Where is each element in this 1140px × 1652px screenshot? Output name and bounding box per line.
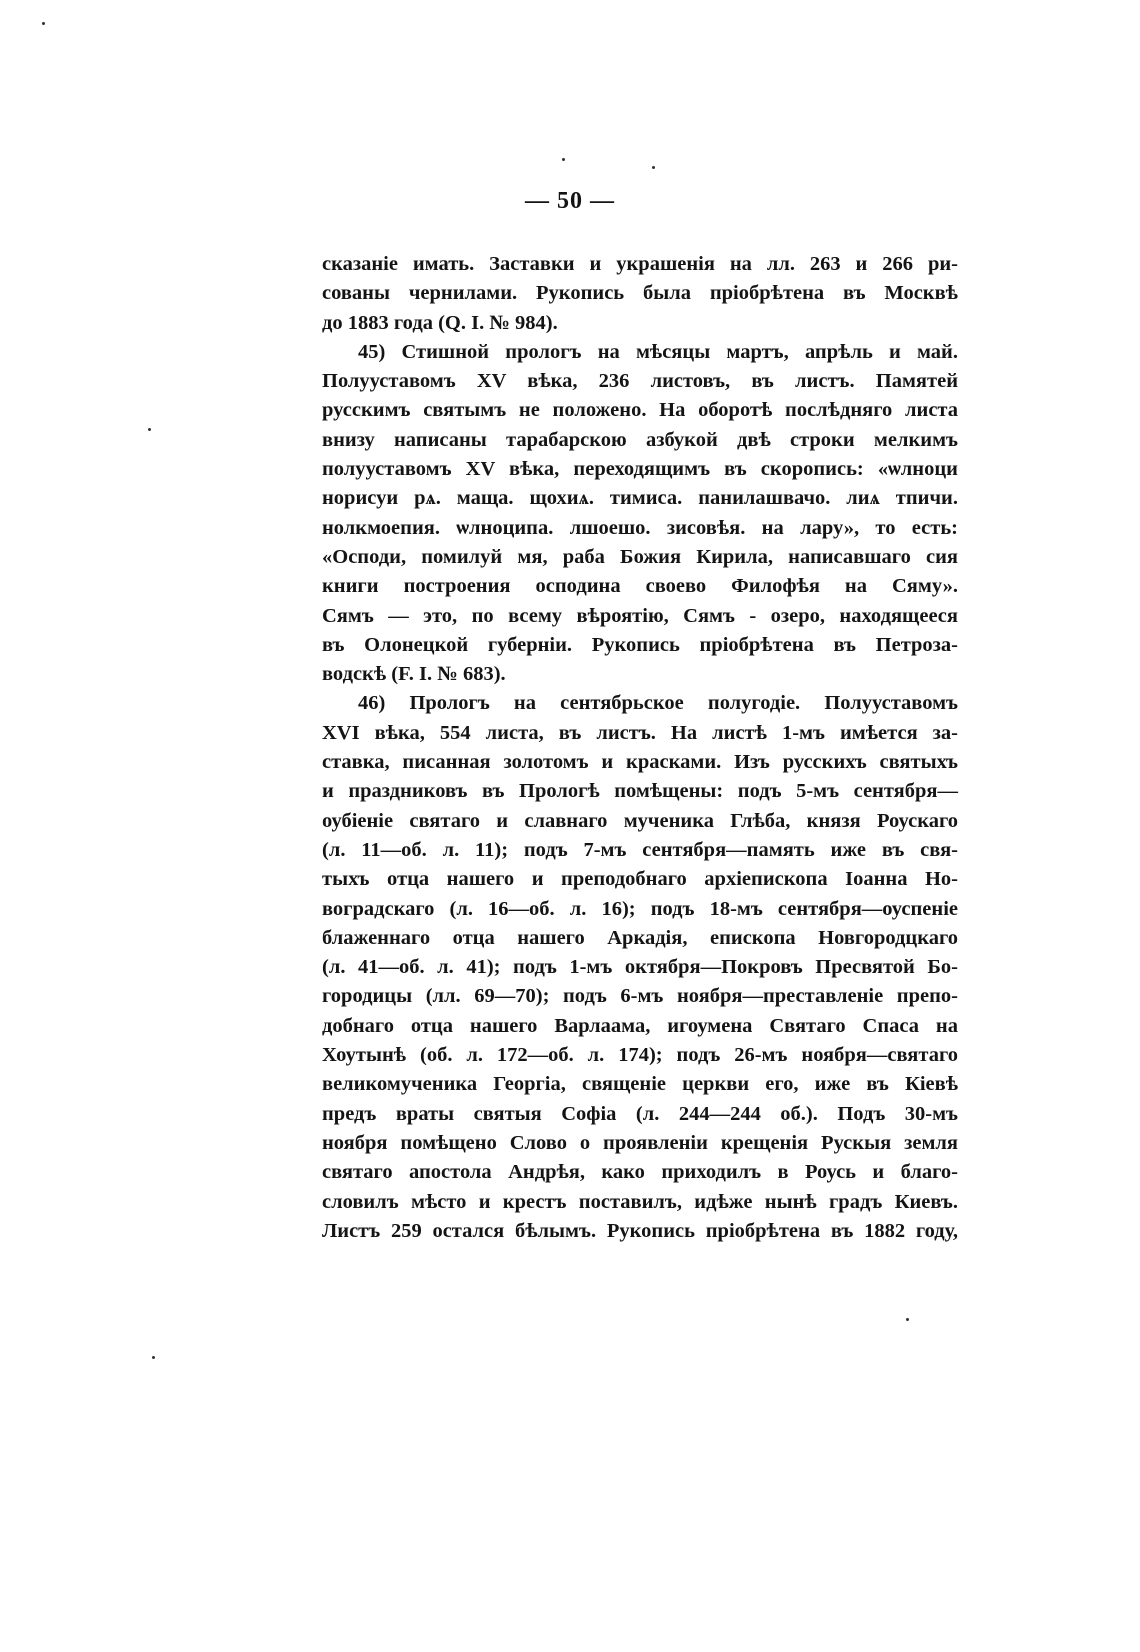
scan-speck <box>906 1318 909 1321</box>
text-line: Листъ 259 остался бѣлымъ. Рукопись пріобрѣтена въ 1882 году, <box>322 1219 958 1242</box>
text-line: тыхъ отца нашего и преподобнаго архіепископа Іоанна Но- <box>322 868 958 891</box>
body-text <box>322 250 958 1246</box>
scan-speck <box>562 158 565 161</box>
text-line: (л. 11—об. л. 11); подъ 7-мъ сентября—память иже въ свя- <box>322 838 958 861</box>
text-line: блаженнаго отца нашего Аркадія, епископа Новгородцкаго <box>322 926 958 949</box>
text-line: и праздниковъ въ Прологѣ помѣщены: подъ 5-мъ сентября— <box>322 780 958 803</box>
text-line: добнаго отца нашего Варлаама, игоумена Святаго Спаса на <box>322 1014 958 1037</box>
text-line: словилъ мѣсто и крестъ поставилъ, идѣже нынѣ градъ Киевъ. <box>322 1190 958 1213</box>
text-line: русскимъ святымъ не положено. На оборотѣ послѣдняго листа <box>322 399 958 422</box>
text-line: святаго апостола Андрѣя, како приходилъ в Роусь и благо- <box>322 1161 958 1184</box>
catalog-entry-46 <box>322 689 958 1246</box>
text-line: 46) Прологъ на сентябрьское полугодіе. Полууставомъ <box>358 692 958 715</box>
text-line: великомученика Георгіа, священіе церкви его, иже въ Кіевѣ <box>322 1073 958 1096</box>
scan-speck <box>152 1356 155 1359</box>
text-line: до 1883 года (Q. I. № 984). <box>322 311 558 334</box>
text-line: внизу написаны тарабарскою азбукой двѣ строки мелкимъ <box>322 428 958 451</box>
text-line: полууставомъ XV вѣка, переходящимъ въ скоропись: «ѡлноци <box>322 458 958 481</box>
text-line: XVI вѣка, 554 листа, въ листъ. На листѣ 1-мъ имѣется за- <box>322 721 958 744</box>
text-line: Хоутынѣ (об. л. 172—об. л. 174); подъ 26-мъ ноября—святаго <box>322 1044 958 1067</box>
text-line: воградскаго (л. 16—об. л. 16); подъ 18-мъ сентября—оуспеніе <box>322 897 958 920</box>
text-line: оубіеніе святаго и славнаго мученика Глѣба, князя Роускаго <box>322 809 958 832</box>
text-line: 45) Стишной прологъ на мѣсяцы мартъ, апрѣль и май. <box>358 340 958 363</box>
text-line: «Осподи, помилуй мя, раба Божия Кирила, написавшаго сия <box>322 545 958 568</box>
scan-speck <box>148 428 151 431</box>
text-line: городицы (лл. 69—70); подъ 6-мъ ноября—преставленіе препо- <box>322 985 958 1008</box>
text-line: Сямъ — это, по всему вѣроятію, Сямъ - озеро, находящееся <box>322 604 958 627</box>
text-line: (л. 41—об. л. 41); подъ 1-мъ октября—Покровъ Пресвятой Бо- <box>322 956 958 979</box>
text-line: водскѣ (F. I. № 683). <box>322 663 506 686</box>
text-line: ноября помѣщено Слово о проявленіи крещенія Рускыя земля <box>322 1131 958 1154</box>
text-line: норисуи рѧ. мащa. щохиѧ. тимиса. панилашвачо. лиѧ тпичи. <box>322 487 958 510</box>
text-line: въ Олонецкой губерніи. Рукопись пріобрѣтена въ Петроза- <box>322 633 958 656</box>
text-line: нолкмоепия. ѡлноципа. лшоешо. зисовѣя. на лару», то есть: <box>322 516 958 539</box>
text-line: сказаніе имать. Заставки и украшенія на лл. 263 и 266 ри- <box>322 253 958 275</box>
text-line: сованы чернилами. Рукопись была пріобрѣтена въ Москвѣ <box>322 282 958 305</box>
scan-speck <box>652 166 655 169</box>
scan-speck <box>42 22 45 25</box>
catalog-entry-45 <box>322 338 958 690</box>
text-line: предъ враты святыя Софіа (л. 244—244 об.). Подъ 30-мъ <box>322 1102 958 1125</box>
text-line: Полууставомъ XV вѣка, 236 листовъ, въ листъ. Памятей <box>322 370 958 393</box>
paragraph-continuation <box>322 250 958 338</box>
text-line: ставка, писанная золотомъ и красками. Изъ русскихъ святыхъ <box>322 751 958 774</box>
page-number: — 50 — <box>525 188 615 214</box>
text-line: книги построения осподина своево Филофѣя на Сяму». <box>322 575 958 598</box>
